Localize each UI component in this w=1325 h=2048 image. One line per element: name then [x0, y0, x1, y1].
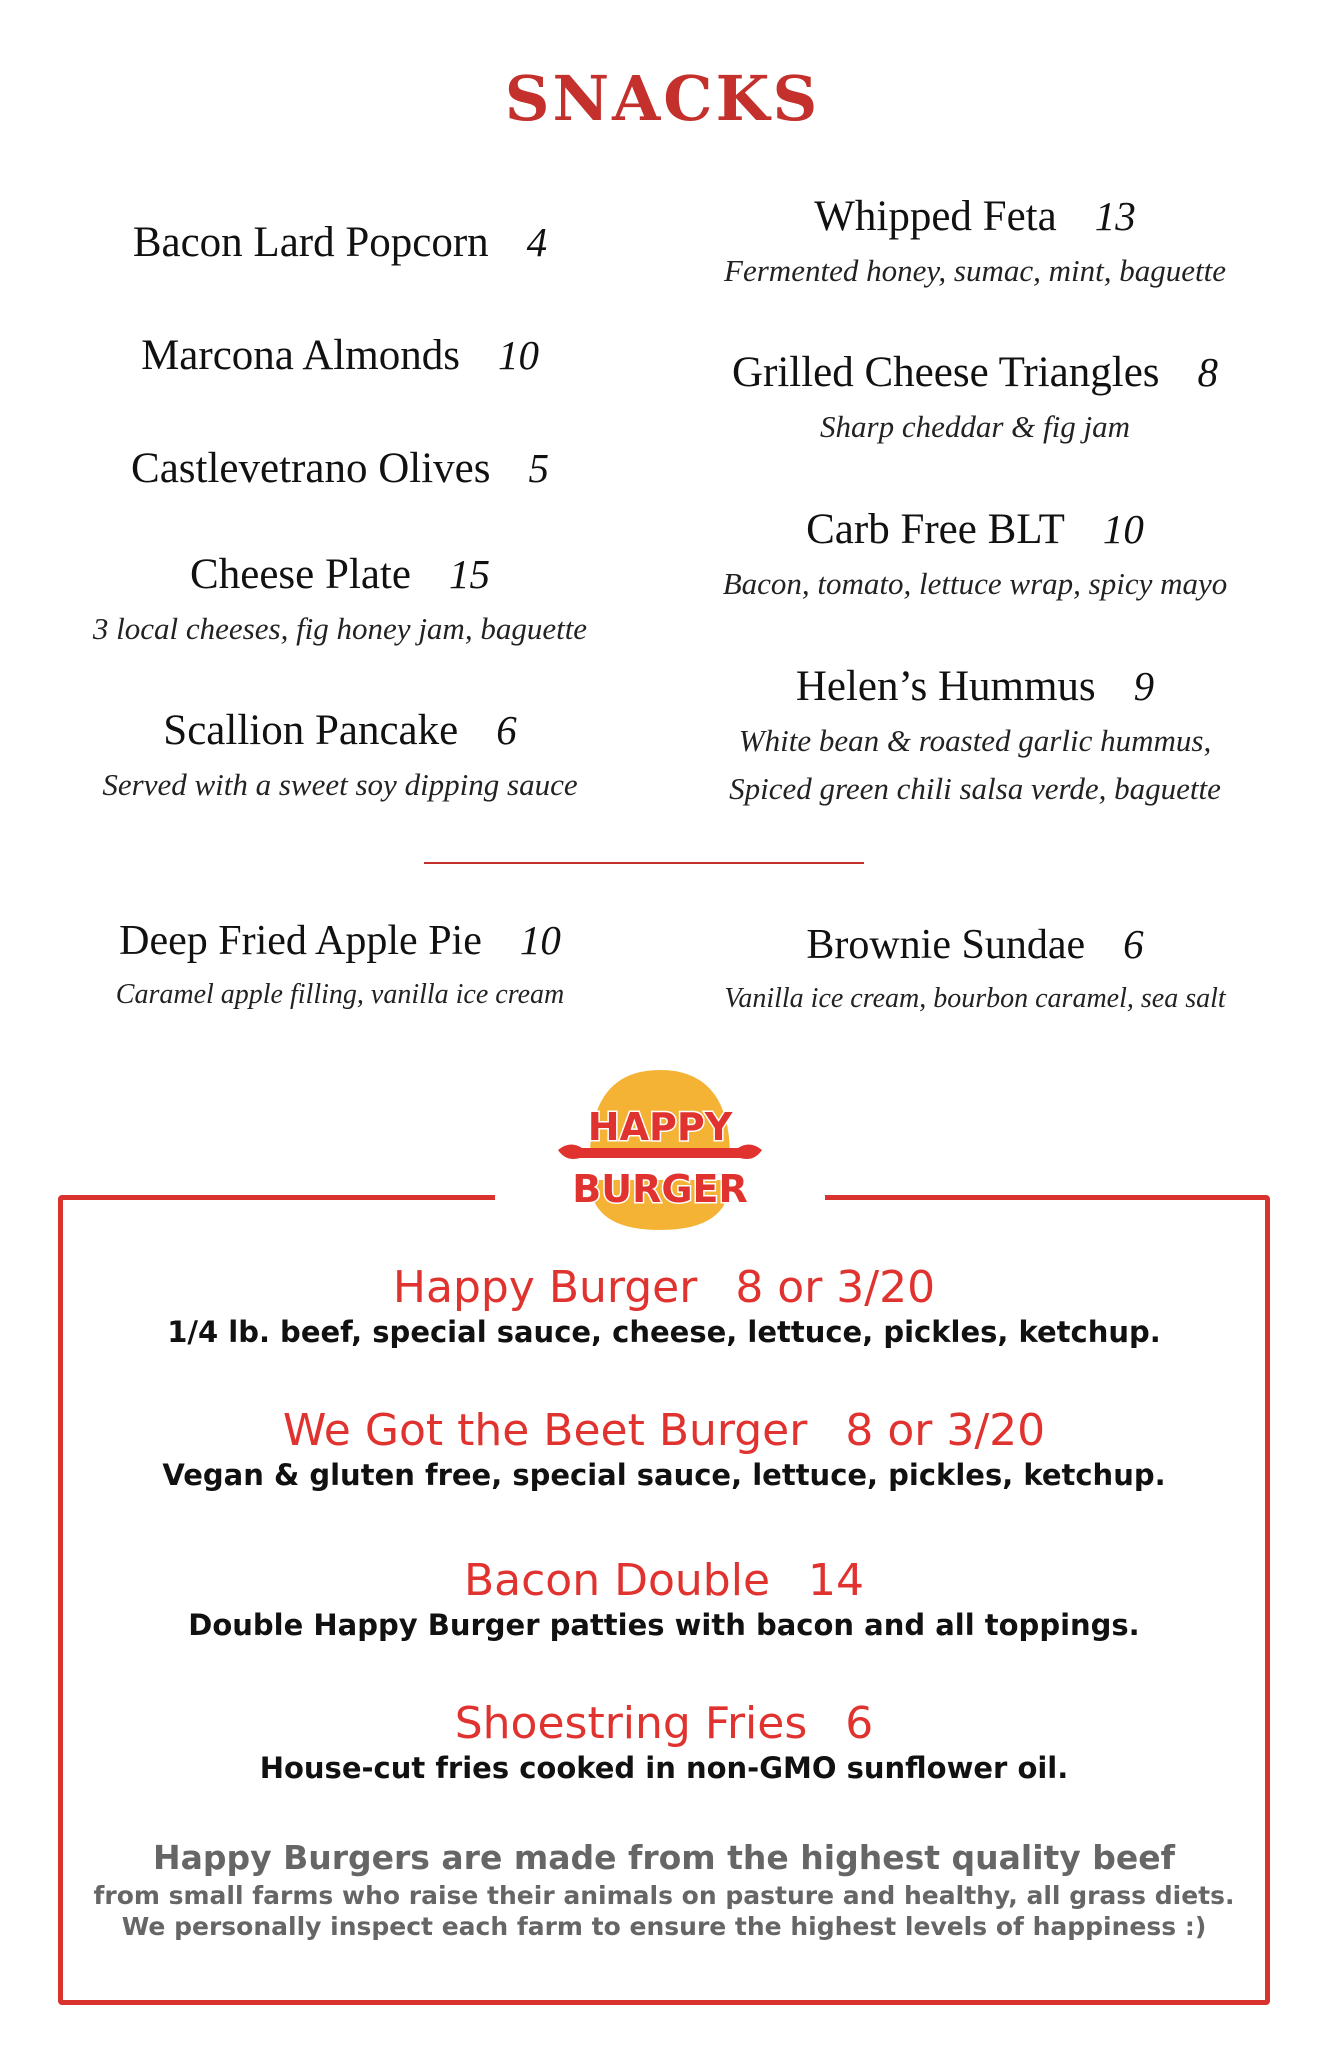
burger-description: Vegan & gluten free, special sauce, lettuce, pickles, ketchup.	[162, 1458, 1166, 1492]
burger-price: 8 or 3/20	[845, 1405, 1046, 1456]
happy-burger-logo	[550, 1062, 770, 1242]
item-name: Brownie Sundae	[806, 922, 1086, 968]
item-price: 6	[1123, 921, 1144, 967]
item-name: Helen’s Hummus	[795, 663, 1096, 710]
item-price: 6	[496, 707, 517, 753]
burger-item	[58, 1262, 1270, 1349]
burger-description: 1/4 lb. beef, special sauce, cheese, lettuce, pickles, ketchup.	[167, 1315, 1161, 1349]
item-price: 10	[1102, 506, 1144, 552]
item-price: 5	[528, 445, 549, 491]
burger-item	[58, 1698, 1270, 1785]
menu-item	[40, 550, 640, 653]
logo-word-2: BURGER	[572, 1167, 748, 1211]
item-description: Bacon, tomato, lettuce wrap, spicy mayo	[722, 566, 1228, 601]
dessert-item	[665, 920, 1285, 1023]
item-name: Castlevetrano Olives	[131, 445, 491, 492]
item-price: 4	[526, 219, 548, 265]
quality-note	[58, 1838, 1270, 1941]
item-price: 9	[1133, 663, 1155, 709]
item-price: 8	[1197, 349, 1219, 395]
burger-item	[58, 1405, 1270, 1492]
burger-name: Happy Burger	[392, 1262, 698, 1313]
item-description: Sharp cheddar & fig jam	[820, 409, 1130, 444]
item-description: Served with a sweet soy dipping sauce	[102, 767, 578, 802]
page-title: SNACKS	[504, 62, 821, 135]
item-price: 10	[519, 917, 561, 963]
menu-item	[665, 505, 1285, 608]
item-description: Fermented honey, sumac, mint, baguette	[724, 253, 1226, 288]
burger-name: Shoestring Fries	[454, 1698, 808, 1749]
note-line-3: We personally inspect each farm to ensure the highest levels of happiness :)	[121, 1912, 1207, 1941]
burger-name: Bacon Double	[463, 1555, 771, 1606]
menu-item	[40, 218, 640, 267]
burger-price: 14	[808, 1555, 865, 1606]
item-name: Cheese Plate	[190, 551, 411, 598]
item-name: Grilled Cheese Triangles	[731, 349, 1160, 396]
item-name: Bacon Lard Popcorn	[132, 219, 489, 266]
item-description-line2: Spiced green chili salsa verde, baguette	[729, 771, 1221, 806]
logo-word-1: HAPPY	[587, 1105, 733, 1149]
item-name: Deep Fried Apple Pie	[119, 918, 482, 964]
item-name: Carb Free BLT	[806, 506, 1065, 553]
burger-price: 8 or 3/20	[735, 1262, 936, 1313]
note-line-1: Happy Burgers are made from the highest quality beef	[152, 1838, 1176, 1877]
dessert-item	[40, 916, 640, 1019]
burger-item	[58, 1555, 1270, 1642]
menu-item	[665, 348, 1285, 451]
burger-description: Double Happy Burger patties with bacon and all toppings.	[188, 1608, 1140, 1642]
item-description: White bean & roasted garlic hummus,	[738, 723, 1212, 758]
section-divider	[424, 862, 864, 864]
menu-item	[665, 192, 1285, 295]
menu-item	[40, 444, 640, 493]
note-line-2: from small farms who raise their animals on pasture and healthy, all grass diets.	[93, 1881, 1235, 1910]
item-name: Whipped Feta	[814, 193, 1057, 240]
item-description: Vanilla ice cream, bourbon caramel, sea salt	[724, 983, 1226, 1014]
item-price: 15	[448, 551, 490, 597]
burger-name: We Got the Beet Burger	[282, 1405, 808, 1456]
burger-description: House-cut fries cooked in non-GMO sunflower oil.	[259, 1751, 1069, 1785]
item-price: 13	[1094, 193, 1136, 239]
item-name: Scallion Pancake	[163, 707, 459, 754]
menu-item	[665, 662, 1285, 813]
item-price: 10	[497, 332, 539, 378]
item-name: Marcona Almonds	[141, 332, 460, 379]
item-description: 3 local cheeses, fig honey jam, baguette	[92, 611, 588, 646]
burger-price: 6	[845, 1698, 874, 1749]
item-description: Caramel apple filling, vanilla ice cream	[115, 979, 565, 1010]
menu-item	[40, 706, 640, 809]
menu-item	[40, 331, 640, 380]
